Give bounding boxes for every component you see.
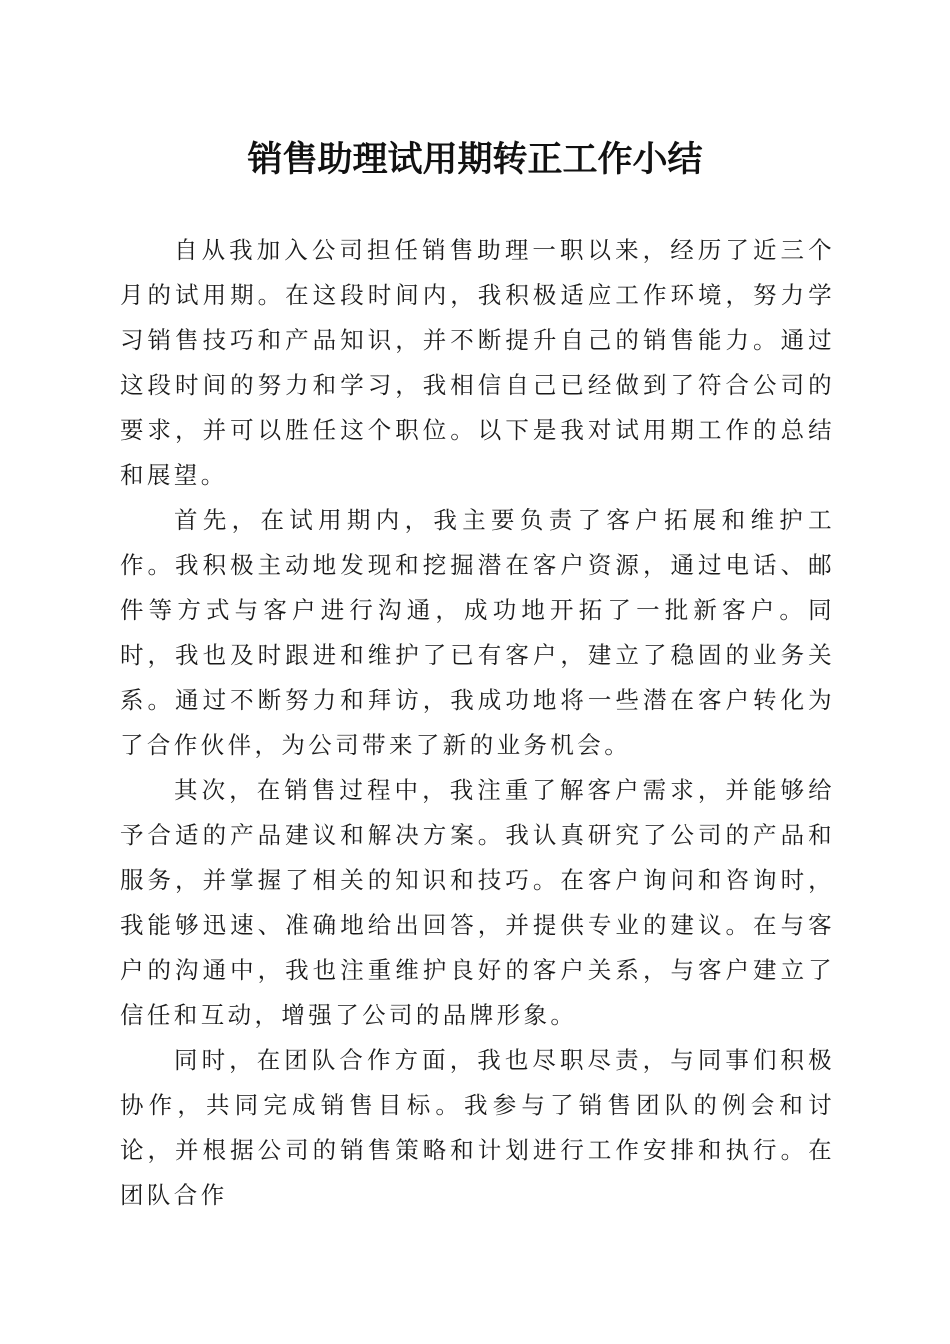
document-title: 销售助理试用期转正工作小结 bbox=[247, 139, 703, 180]
document-body bbox=[120, 228, 835, 1218]
paragraph-3: 其次，在销售过程中，我注重了解客户需求，并能够给予合适的产品建议和解决方案。我认真研究了公司的产品和服务，并掌握了相关的知识和技巧。在客户询问和咨询时，我能够迅速、准确地给出回答，并提供专业的建议。在与客户的沟通中，我也注重维护良好的客户关系，与客户建立了信任和互动，增强了公司的品牌形象。 bbox=[120, 776, 835, 1029]
paragraph-2: 首先，在试用期内，我主要负责了客户拓展和维护工作。我积极主动地发现和挖掘潜在客户资源，通过电话、邮件等方式与客户进行沟通，成功地开拓了一批新客户。同时，我也及时跟进和维护了已有客户，建立了稳固的业务关系。通过不断努力和拜访，我成功地将一些潜在客户转化为了合作伙伴，为公司带来了新的业务机会。 bbox=[120, 506, 835, 759]
paragraph-1: 自从我加入公司担任销售助理一职以来，经历了近三个月的试用期。在这段时间内，我积极适应工作环境，努力学习销售技巧和产品知识，并不断提升自己的销售能力。通过这段时间的努力和学习，我相信自己已经做到了符合公司的要求，并可以胜任这个职位。以下是我对试用期工作的总结和展望。 bbox=[120, 236, 835, 489]
paragraph-4: 同时，在团队合作方面，我也尽职尽责，与同事们积极协作，共同完成销售目标。我参与了销售团队的例会和讨论，并根据公司的销售策略和计划进行工作安排和执行。在团队合作 bbox=[120, 1046, 835, 1209]
